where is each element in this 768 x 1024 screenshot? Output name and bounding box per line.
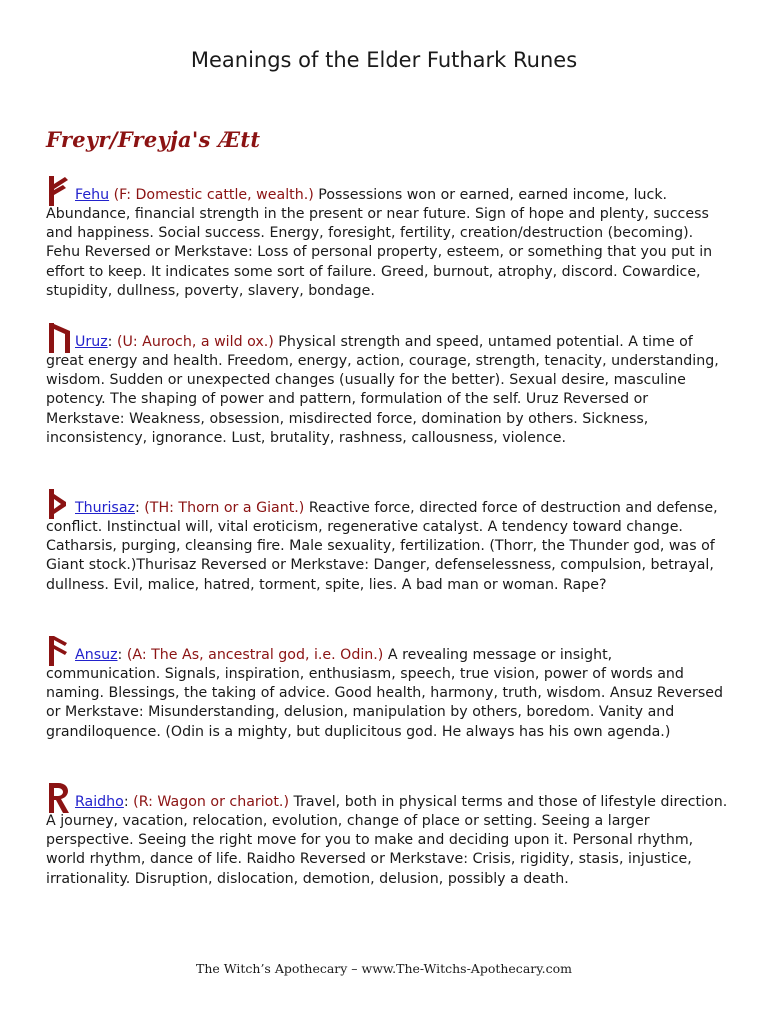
rune-gloss: (U: Auroch, a wild ox.) [116, 333, 274, 350]
section-heading: Freyr/Freyja's Ætt [46, 127, 261, 152]
rune-gloss: (F: Domestic cattle, wealth.) [113, 186, 314, 203]
rune-meaning: A revealing message or insight, communication. Signals, inspiration, enthusiasm, speech, true vision, power of words and naming. Blessings, the taking of advice. Good health, harmony, truth, wisdom. Ansuz Reversed or Merkstave: Misunderstanding, delusion, manipulation by others, boredom. Vanity and grandiloquence. (Odin is a mighty, but duplicitous god. He always has his own agenda.) [46, 646, 723, 740]
entry-separator: : [134, 499, 145, 516]
rune-entry-thurisaz [46, 486, 728, 595]
uruz-rune-icon [46, 322, 74, 354]
rune-entry-ansuz [46, 633, 728, 742]
page-footer: The Witch’s Apothecary – www.The-Witchs-Apothecary.com [196, 961, 572, 976]
entry-separator: : [117, 646, 127, 663]
fehu-rune-icon [46, 175, 74, 207]
rune-entry-raidho [46, 780, 728, 889]
fehu-link[interactable]: Fehu [75, 186, 110, 203]
thurisaz-rune-icon [46, 488, 74, 520]
thurisaz-link[interactable]: Thurisaz [75, 499, 135, 516]
ansuz-rune-icon [46, 635, 74, 667]
rune-meaning: Physical strength and speed, untamed potential. A time of great energy and health. Freedom, energy, action, courage, strength, tenacity, understanding, wisdom. Sudden or unexpected changes (usually for the better). Sexual desire, masculine potency. The shaping of power and pattern, formulation of the self. Uruz Reversed or Merkstave: Weakness, obsession, misdirected force, domination by others. Sickness, inconsistency, ignorance. Lust, brutality, rashness, callousness, violence. [46, 333, 719, 446]
rune-meaning: Travel, both in physical terms and those of lifestyle direction. A journey, vacation, relocation, evolution, change of place or setting. Seeing a larger perspective. Seeing the right move for you to make and deciding upon it. Personal rhythm, world rhythm, dance of life. Raidho Reversed or Merkstave: Crisis, rigidity, stasis, injustice, irrationality. Disruption, dislocation, demotion, delusion, possibly a death. [46, 793, 728, 887]
raidho-link[interactable]: Raidho [75, 793, 124, 810]
rune-meaning: Reactive force, directed force of destruction and defense, conflict. Instinctual will, vital eroticism, regenerative catalyst. A tendency toward change. Catharsis, purging, cleansing fire. Male sexuality, fertilization. (Thorr, the Thunder god, was of Giant stock.)Thurisaz Reversed or Merkstave: Danger, defenselessness, compulsion, betrayal, dullness. Evil, malice, hatred, torment, spite, lies. A bad man or woman. Rape? [46, 499, 718, 593]
entry-separator: : [123, 793, 134, 810]
rune-entry-uruz [46, 320, 728, 448]
rune-gloss: (A: The As, ancestral god, i.e. Odin.) [126, 646, 384, 663]
page-title: Meanings of the Elder Futhark Runes [190, 48, 578, 72]
rune-entry-fehu [46, 173, 728, 301]
rune-meaning: Possessions won or earned, earned income, luck. Abundance, financial strength in the present or near future. Sign of hope and plenty, success and happiness. Social success. Energy, foresight, fertility, creation/destruction (becoming). Fehu Reversed or Merkstave: Loss of personal property, esteem, or something that you put in effort to keep. It indicates some sort of failure. Greed, burnout, atrophy, discord. Cowardice, stupidity, dullness, poverty, slavery, bondage. [46, 186, 713, 299]
ansuz-link[interactable]: Ansuz [75, 646, 118, 663]
raidho-rune-icon [46, 782, 74, 814]
entry-separator: : [107, 333, 117, 350]
rune-gloss: (R: Wagon or chariot.) [133, 793, 289, 810]
uruz-link[interactable]: Uruz [75, 333, 108, 350]
rune-gloss: (TH: Thorn or a Giant.) [144, 499, 305, 516]
